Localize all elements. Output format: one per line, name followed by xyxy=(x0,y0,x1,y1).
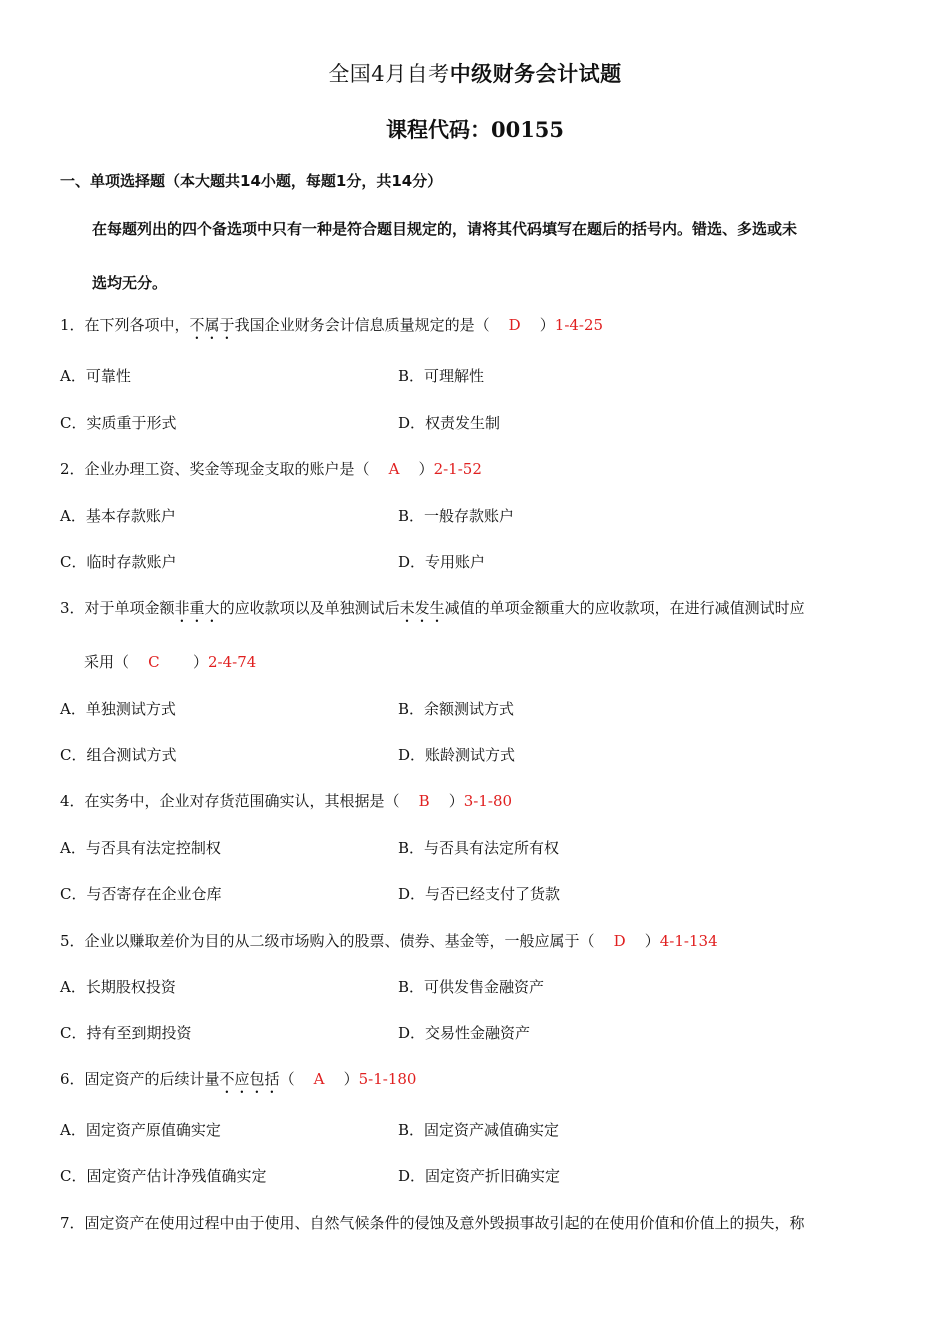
q1-option-b: B．可理解性 xyxy=(398,367,485,385)
q4-close: ） xyxy=(448,792,464,810)
q6-option-b: B．固定资产减值确实定 xyxy=(398,1121,560,1139)
q6-option-d: D．固定资产折旧确实定 xyxy=(398,1167,561,1185)
q5-ref: 4-1-134 xyxy=(659,932,718,950)
q3-option-d: D．账龄测试方式 xyxy=(398,746,516,764)
q3-ref: 2-4-74 xyxy=(207,653,257,671)
q3-answer: C xyxy=(148,653,160,671)
q1-text-post: 我国企业财务会计信息质量规定的是（ xyxy=(234,316,490,334)
q2-option-a: A．基本存款账户 xyxy=(60,507,176,525)
q5-option-b: B．可供发售金融资产 xyxy=(398,978,545,996)
question-4 xyxy=(60,790,512,811)
q6-close: ） xyxy=(343,1070,359,1088)
section-heading: 一、单项选择题（本大题共14小题，每题1分，共14分） xyxy=(60,172,443,190)
question-3-continued xyxy=(84,651,256,672)
q1-option-d: D．权责发生制 xyxy=(398,414,501,432)
q5-close: ） xyxy=(644,932,660,950)
q2-option-c: C．临时存款账户 xyxy=(60,553,177,571)
title-bold: 中级财务会计试题 xyxy=(449,61,622,86)
question-7: 7．固定资产在使用过程中由于使用、自然气候条件的侵蚀及意外毁损事故引起的在使用价值和价值上的损失，称 xyxy=(60,1214,805,1232)
q3-option-a: A．单独测试方式 xyxy=(60,700,176,718)
q2-close: ） xyxy=(418,460,434,478)
page-title xyxy=(0,58,950,88)
q4-text: 4．在实务中，企业对存货范围确实认，其根据是（ xyxy=(60,792,400,810)
q1-option-a: A．可靠性 xyxy=(60,367,131,385)
q2-answer: A xyxy=(388,460,400,478)
title-prefix: 全国4月自考 xyxy=(328,62,450,86)
q6-ref: 5-1-180 xyxy=(358,1070,417,1088)
q4-option-a: A．与否具有法定控制权 xyxy=(60,839,221,857)
q1-text: 1．在下列各项中， xyxy=(60,316,190,334)
q4-option-c: C．与否寄存在企业仓库 xyxy=(60,885,222,903)
q4-answer: B xyxy=(418,792,430,810)
q5-text: 5．企业以赚取差价为目的从二级市场购入的股票、债券、基金等，一般应属于（ xyxy=(60,932,595,950)
q5-answer: D xyxy=(613,932,626,950)
q3-emphasis-1: 非重大 xyxy=(174,599,220,617)
q6-open: （ xyxy=(279,1070,295,1088)
q3-text-post: 减值的单项金额重大的应收款项，在进行减值测试时应 xyxy=(444,599,805,617)
question-1 xyxy=(60,314,603,343)
q4-option-b: B．与否具有法定所有权 xyxy=(398,839,560,857)
question-5 xyxy=(60,930,718,951)
q3-cont: 采用（ xyxy=(84,653,130,671)
q1-answer: D xyxy=(508,316,521,334)
q6-option-c: C．固定资产估计净残值确实定 xyxy=(60,1167,267,1185)
q4-ref: 3-1-80 xyxy=(463,792,513,810)
q6-answer: A xyxy=(313,1070,325,1088)
q2-ref: 2-1-52 xyxy=(433,460,482,478)
q5-option-c: C．持有至到期投资 xyxy=(60,1024,192,1042)
q1-close: ） xyxy=(539,316,555,334)
instructions-line-2: 选均无分。 xyxy=(92,274,168,292)
course-code: 课程代码：00155 xyxy=(385,117,565,142)
question-2 xyxy=(60,458,482,479)
q3-emphasis-2: 未发生 xyxy=(399,599,445,617)
q3-close: ） xyxy=(192,653,208,671)
instructions-line-1: 在每题列出的四个备选项中只有一种是符合题目规定的，请将其代码填写在题后的括号内。错选、多选或未 xyxy=(92,220,798,238)
q2-option-b: B．一般存款账户 xyxy=(398,507,515,525)
q1-emphasis: 不属于 xyxy=(189,316,235,334)
q1-option-c: C．实质重于形式 xyxy=(60,414,177,432)
q5-option-d: D．交易性金融资产 xyxy=(398,1024,531,1042)
q6-emphasis: 不应包括 xyxy=(219,1070,280,1088)
question-6 xyxy=(60,1068,416,1097)
q1-ref: 1-4-25 xyxy=(554,316,604,334)
q3-option-b: B．余额测试方式 xyxy=(398,700,515,718)
q3-text: 3．对于单项金额 xyxy=(60,599,175,617)
q6-text: 6．固定资产的后续计量 xyxy=(60,1070,220,1088)
question-3 xyxy=(60,597,805,626)
q3-text-mid: 的应收款项以及单独测试后 xyxy=(219,599,400,617)
q2-option-d: D．专用账户 xyxy=(398,553,486,571)
q2-text: 2．企业办理工资、奖金等现金支取的账户是（ xyxy=(60,460,370,478)
q6-option-a: A．固定资产原值确实定 xyxy=(60,1121,221,1139)
q5-option-a: A．长期股权投资 xyxy=(60,978,176,996)
q4-option-d: D．与否已经支付了货款 xyxy=(398,885,561,903)
q3-option-c: C．组合测试方式 xyxy=(60,746,177,764)
